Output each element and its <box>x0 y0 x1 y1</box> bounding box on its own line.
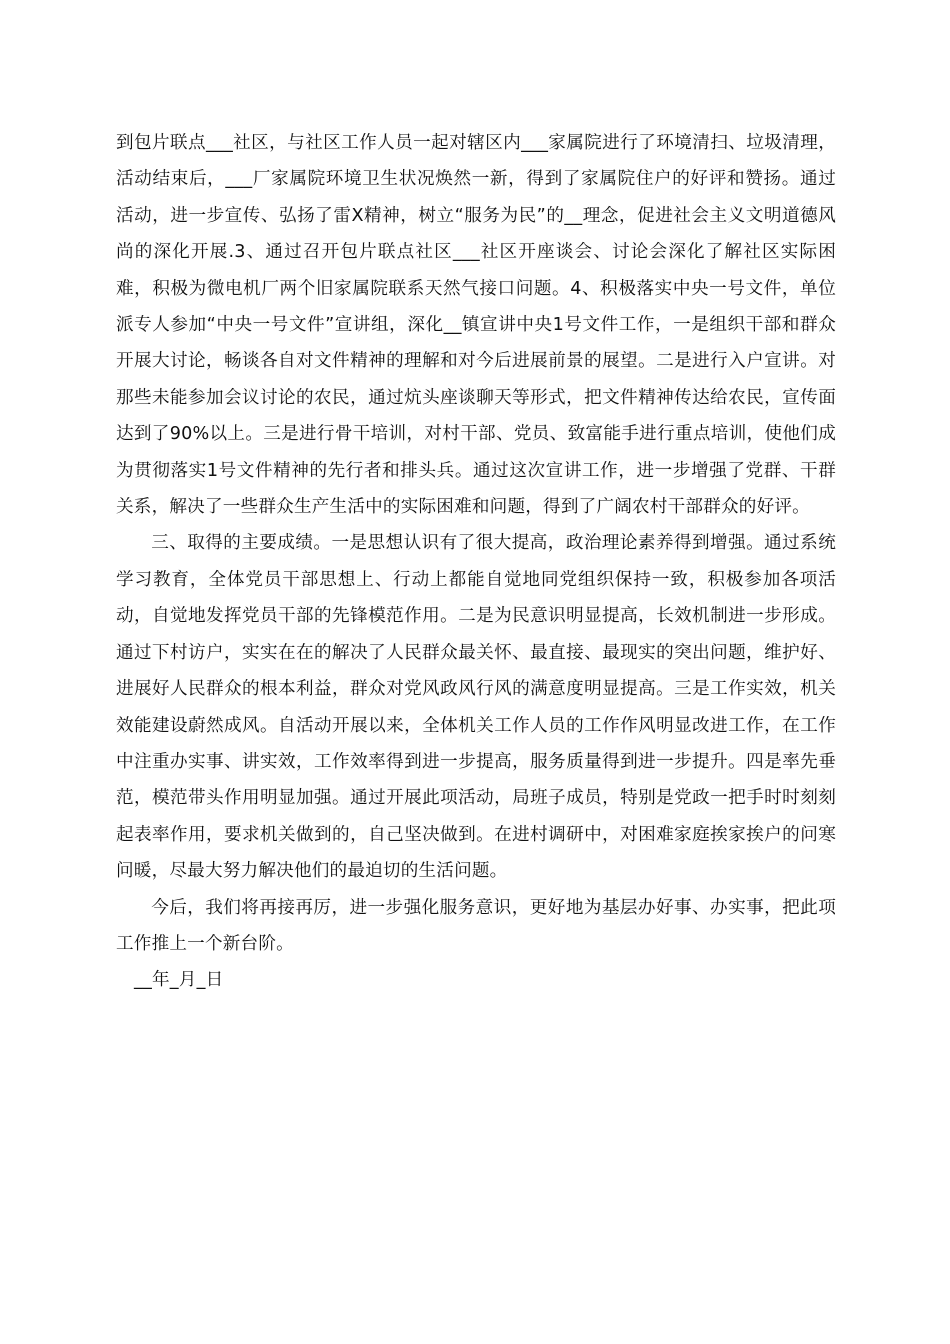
document-page <box>116 125 836 999</box>
paragraph-conclusion: 今后，我们将再接再厉，进一步强化服务意识，更好地为基层办好事、办实事，把此项工作推上一个新台阶。 <box>116 897 836 954</box>
paragraph-continuation: 到包片联点___社区，与社区工作人员一起对辖区内___家属院进行了环境清扫、垃圾清理，活动结束后，___厂家属院环境卫生状况焕然一新，得到了家属院住户的好评和赞扬。通过活动，进一步宣传、弘扬了雷X精神，树立“服务为民”的__理念，促进社会主义文明道德风尚的深化开展.3、通过召开包片联点社区___社区开座谈会、讨论会深化了解社区实际困难，积极为微电机厂两个旧家属院联系天然气接口问题。4、积极落实中央一号文件，单位派专人参加“中央一号文件”宣讲组，深化__镇宣讲中央1号文件工作，一是组织干部和群众开展大讨论，畅谈各自对文件精神的理解和对今后进展前景的展望。二是进行入户宣讲。对那些未能参加会议讨论的农民，通过炕头座谈聊天等形式，把文件精神传达给农民，宣传面达到了90%以上。三是进行骨干培训，对村干部、党员、致富能手进行重点培训，使他们成为贯彻落实1号文件精神的先行者和排头兵。通过这次宣讲工作，进一步增强了党群、干群关系，解决了一些群众生产生活中的实际困难和问题，得到了广阔农村干部群众的好评。 <box>116 133 836 518</box>
paragraph-achievements: 三、取得的主要成绩。一是思想认识有了很大提高，政治理论素养得到增强。通过系统学习教育，全体党员干部思想上、行动上都能自觉地同党组织保持一致，积极参加各项活动，自觉地发挥党员干部的先锋模范作用。二是为民意识明显提高，长效机制进一步形成。通过下村访户，实实在在的解决了人民群众最关怀、最直接、最现实的突出问题，维护好、进展好人民群众的根本利益，群众对党风政风行风的满意度明显提高。三是工作实效，机关效能建设蔚然成风。自活动开展以来，全体机关工作人员的工作作风明显改进工作，在工作中注重办实事、讲实效，工作效率得到进一步提高，服务质量得到进一步提升。四是率先垂范，模范带头作用明显加强。通过开展此项活动，局班子成员，特别是党政一把手时时刻刻起表率作用，要求机关做到的，自己坚决做到。在进村调研中，对困难家庭挨家挨户的问寒问暖，尽最大努力解决他们的最迫切的生活问题。 <box>116 533 836 882</box>
date-line: __年_月_日 <box>134 970 224 991</box>
